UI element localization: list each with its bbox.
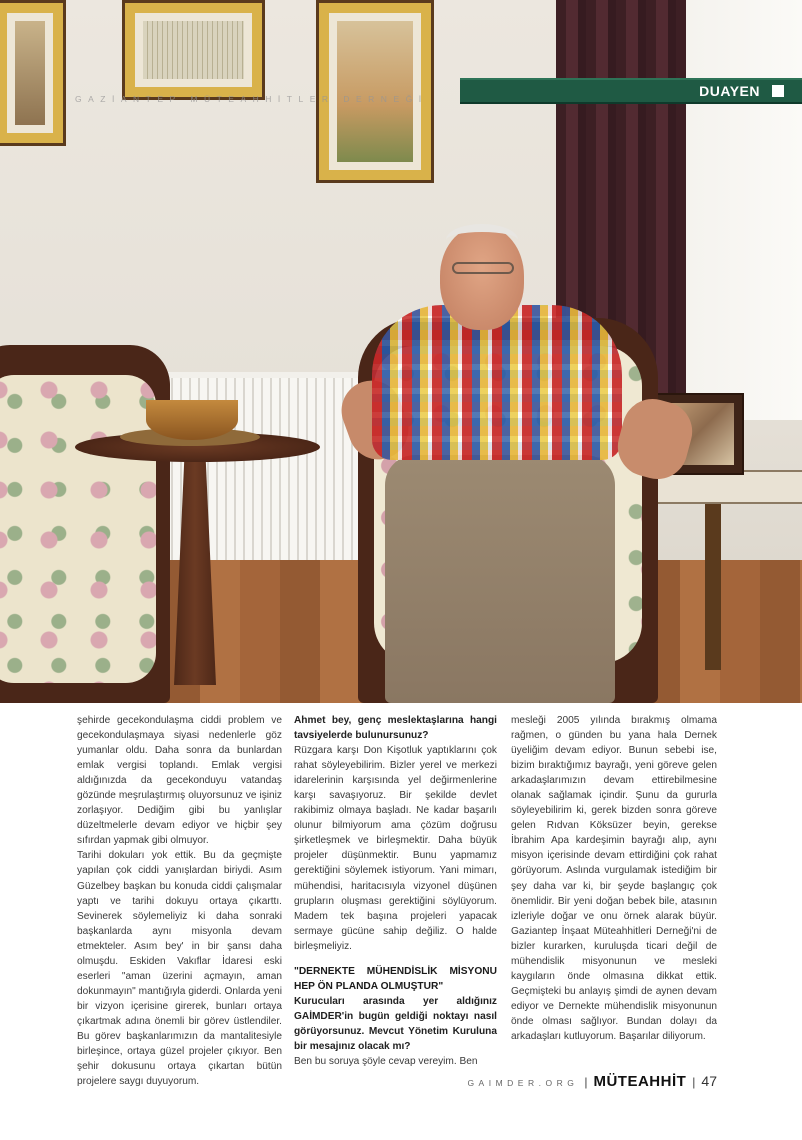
side-table-leg [705, 500, 721, 670]
answer-1: Rüzgara karşı Don Kişotluk yaptıklarını çok rahat söyleyebilirim. Bizler yerel ve merkezi idarelerinin karşısında yel değirmenlerine karşı savaşıyoruz. Bir şekilde devlet rakibimiz olmaya başladı. Ne kadar başarılı olunur bilmiyorum ama çözüm doğrusu şirketleşmek ve birleşmektir. Daha büyük projeler düşünmektir. Bunu yapmamız gerektiğini söylemek istiyorum. Yani mimarı, mühendisi, haritacısıyla vizyonel düşünen grupların oluşması gerektiğini söylüyorum. Madem tek başına projeleri yapacak sermaye gücüne sahip değiliz. O halde birleşmeliyiz. [294, 745, 497, 952]
footer-separator: | [584, 1075, 588, 1089]
wall-calligraphy-frame [122, 0, 265, 100]
interviewee-hair [446, 224, 518, 256]
text-column-1 [77, 713, 282, 1089]
side-table [652, 470, 802, 504]
section-tag [460, 78, 802, 104]
paragraph: Tarihi dokuları yok ettik. Bu da geçmişte yapılan çok ciddi yanışlardan biriydi. Asım Güzelbey başkan bu konuda ciddi çalışmalar yaptı ve tarihi dokuyu ortaya çıkarttı. Sevinerek söylemeliyiz ki daha sonraki başkanlarda aynı misyonla devam etmekteler. Asım bey' in bir şansı daha olmuşdu. Eskiden Vakıflar İdaresi eski eserleri "aman üzerini açmayın, aman dokunmayın" mantığıyla giderdi. Onlarda yeni bir vizyon içerisine girerek, bunları ortaya çıkartmak adına önemli bir görev üstlendiler. Bu görev başkanlarımızın da mantalitesiyle birleşince, ortaya güzel projeler çıkıyor. Ben şehir dokusunu ortaya çıkartan bütün projelere saygı duyuyorum. [77, 850, 282, 1088]
armchair-left [0, 345, 170, 703]
page-number: 47 [701, 1073, 717, 1089]
wooden-bowl [146, 400, 238, 440]
question-1: Ahmet bey, genç meslektaşlarına hangi tavsiyelerde bulunursunuz? [294, 715, 497, 742]
footer-separator-2: | [692, 1075, 696, 1089]
text-column-2 [294, 713, 497, 1069]
page-footer [467, 1073, 717, 1090]
subheadline: "DERNEKTE MÜHENDİSLİK MİSYONU HEP ÖN PLANDA OLMUŞTUR" [294, 965, 497, 992]
paragraph: şehirde gecekondulaşma ciddi problem ve gecekondulaşmaya siyasi nedenlerle göz yumanlar oldu. Daha sonra da bunlardan emlak vergisi toplandı. Emlak vergisi aldığınızda da gecekonduyu vatandaş gözünde meşrulaştırmış oluyorsunuz ve işiniz zorlaşıyor. Dediğim gibi bu yanlışlar düzeltmelerle devam ediyor ve hiçbir şey sıfırdan yapmak gibi olmuyor. [77, 715, 282, 847]
square-icon [772, 85, 784, 97]
wall-painting-left [0, 0, 66, 146]
text-column-3 [511, 713, 717, 1044]
wall-painting-house [316, 0, 434, 183]
interviewee-trousers [385, 455, 615, 703]
interviewee-plaid-shirt [372, 305, 622, 460]
paragraph: mesleği 2005 yılında bırakmış olmama rağmen, o günden bu yana hala Dernek üyeliğim devam ediyor. Bunun sebebi ise, bizim bıraktığımız bayrağı, yeni göreve gelen arkadaşlarımızın devam ettirebilmesine olanak sağlamak içindir. Şunu da gururla söyleyebilirim ki, gerek bizden sonra göreve gelen Rıdvan Köksüzer beyin, gerekse İbrahim Apa kardeşimin bayrağı alıp, aynı misyon içerisinde devam ettirdiğini çok rahat görüyorum. Aslında vurgulamak istediğim bir şey daha var ki, bir şeyde başlangıç çok önemlidir. Bir yeni doğan bebek bile, atasının izleriyle doğar ve onu örnek alarak büyür. Gaziantep İnşaat Müteahhitleri Derneği'ni de bizler kurarken, kuruluşda ticari değil de mühendislik misyonunun ve mesleki kaygıların önde olmasına dikkat ettik. Geçmişteki bu anlayış şimdi de aynen devam ediyor ve Dernekte mühendislik misyonunun önde olması sağlıyor. Bundan dolayı da arkadaşları kutluyorum. Başarılar diliyorum. [511, 715, 717, 1042]
photo-caption: GAZİANTEP MÜTEAHHİTLER DERNEĞİ [75, 94, 428, 104]
glasses [452, 262, 514, 274]
website-url: GAIMDER.ORG [467, 1078, 579, 1088]
magazine-logo: MÜTEAHHİT [593, 1073, 687, 1090]
question-2: Kurucuları arasında yer aldığınız GAİMDER'in bugün geldiği noktayı nasıl görüyorsunuz. Mevcut Yönetim Kuruluna bir mesajınız olacak mı? [294, 995, 497, 1052]
answer-2: Ben bu soruya şöyle cevap vereyim. Ben [294, 1056, 478, 1068]
section-label: DUAYEN [699, 83, 760, 99]
